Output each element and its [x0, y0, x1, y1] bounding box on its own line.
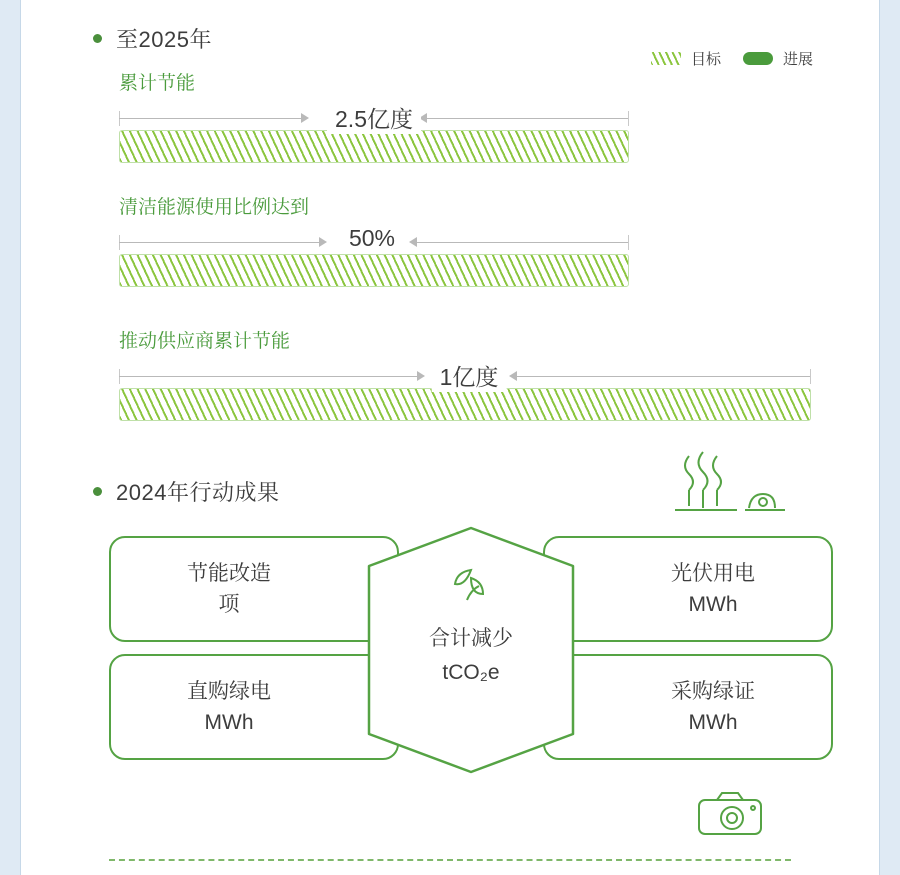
section-header-2024-results: [93, 476, 279, 507]
goal-arrow-group: [119, 106, 629, 132]
goal-meter: [119, 106, 413, 163]
axis-tick-end: [628, 111, 629, 126]
goal-label: 推动供应商累计节能: [119, 331, 291, 352]
result-card-line1: 光伏用电: [671, 561, 755, 585]
bullet-icon: [93, 34, 102, 43]
result-card-line1: 采购绿证: [671, 679, 755, 703]
goal-row-cumulative-saving: [119, 68, 413, 163]
left-edge-strip: [0, 0, 20, 875]
goal-row-supplier-saving: [119, 326, 499, 421]
section-title: 2024年行动成果: [116, 480, 280, 505]
goal-arrow-group: [119, 225, 629, 253]
result-card-line1: 节能改造: [187, 561, 271, 585]
goal-row-clean-energy-ratio: [119, 192, 396, 287]
goal-label: 清洁能源使用比例达到: [119, 197, 310, 218]
leaf-icon: [447, 564, 495, 606]
arrow-head-right: [417, 371, 425, 381]
result-card-line1: 直购绿电: [187, 679, 271, 703]
content-area: [21, 0, 879, 875]
result-card-line2: MWh: [204, 711, 254, 734]
arrow-line-right: [417, 242, 629, 243]
goal-meter: [119, 225, 396, 287]
result-card-line2: MWh: [688, 593, 738, 616]
goal-target-bar: [119, 130, 629, 163]
right-edge-rule: [879, 0, 880, 875]
legend-target-label: 目标: [690, 51, 721, 68]
arrow-line-left: [119, 376, 417, 377]
hexagon-text: [365, 622, 577, 689]
dashed-divider: [109, 859, 791, 861]
goal-target-bar: [119, 254, 629, 287]
section-title: 至2025年: [116, 27, 212, 52]
trees-icon: [667, 448, 787, 525]
result-card-photovoltaic: [543, 536, 833, 642]
legend-progress-label: 进展: [782, 51, 813, 68]
goal-meter: [119, 364, 499, 421]
arrow-head-left: [509, 371, 517, 381]
legend-progress-swatch: [743, 52, 773, 65]
result-card-line2: 项: [218, 593, 240, 616]
arrow-head-right: [301, 113, 309, 123]
axis-tick-end: [628, 235, 629, 250]
result-card-green-power: [109, 654, 399, 760]
result-card-retrofit: [109, 536, 399, 642]
arrow-head-right: [319, 237, 327, 247]
goal-label: 累计节能: [119, 73, 196, 94]
hexagon-line2: tCO₂e: [442, 660, 500, 684]
arrow-line-left: [119, 242, 319, 243]
goal-target-bar: [119, 388, 811, 421]
legend: [651, 48, 813, 69]
goal-arrow-group: [119, 364, 811, 390]
arrow-line-right: [517, 376, 811, 377]
camera-icon: [695, 788, 769, 845]
result-card-line2: MWh: [688, 711, 738, 734]
legend-target-swatch: [651, 52, 681, 65]
result-card-green-certificate: [543, 654, 833, 760]
hexagon-line1: 合计减少: [429, 627, 513, 650]
goal-value: 1亿度: [432, 359, 507, 392]
results-diagram: [109, 526, 833, 774]
arrow-line-left: [119, 118, 301, 119]
arrow-head-left: [409, 237, 417, 247]
hexagon-total-reduction: [365, 526, 577, 774]
right-edge-strip: [880, 0, 900, 875]
goal-value: 2.5亿度: [327, 101, 421, 134]
goal-value: 50%: [341, 225, 403, 252]
arrow-line-right: [427, 118, 629, 119]
axis-tick-end: [810, 369, 811, 384]
section-header-2025: [93, 23, 212, 54]
bullet-icon: [93, 487, 102, 496]
